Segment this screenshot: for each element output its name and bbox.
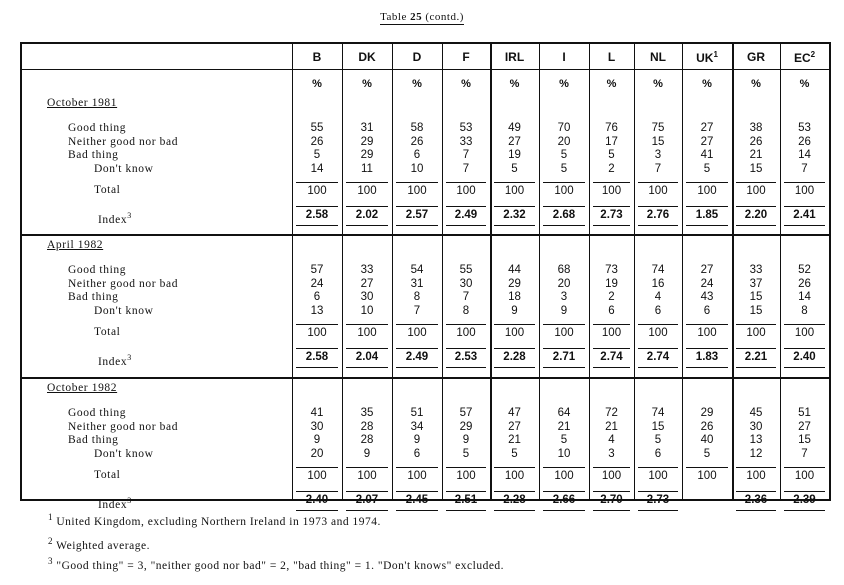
data-cell: 26 (310, 135, 324, 148)
index-cell: 1.83 (686, 348, 728, 368)
data-cell: 27 (700, 122, 714, 134)
total-cell: 100 (543, 467, 585, 484)
data-cell: 21 (605, 420, 618, 433)
data-column (682, 407, 732, 461)
unit-label: % (702, 78, 712, 90)
total-label: Total (94, 326, 121, 338)
column-header-uk: $UK^1$ (696, 50, 718, 65)
data-cell: 30 (749, 420, 763, 433)
data-cell: 9 (313, 434, 321, 446)
data-column (442, 122, 490, 176)
data-column (490, 122, 539, 176)
total-cell: 100 (446, 182, 486, 199)
index-cell: 2.49 (396, 348, 438, 368)
data-cell: 5 (511, 162, 518, 175)
data-column (589, 122, 634, 176)
column-header-b: B (312, 50, 322, 64)
total-cell: 100 (296, 467, 338, 484)
data-column (539, 264, 589, 318)
unit-label: % (653, 78, 663, 90)
data-column (732, 264, 780, 318)
data-cell: 45 (749, 407, 763, 419)
data-cell: 6 (608, 304, 615, 317)
total-cell: 100 (736, 467, 776, 484)
data-cell: 43 (700, 291, 714, 303)
total-cell: 100 (296, 324, 338, 341)
data-column (392, 122, 442, 176)
data-cell: 10 (360, 304, 374, 317)
total-cell: 100 (736, 324, 776, 341)
index-cell: 2.41 (784, 206, 825, 226)
data-cell: 5 (703, 447, 711, 460)
footnote: $^3$ "Good thing" = 3, "neither good nor bad" = 2, "bad thing" = 1. "Don't knows" excluded. (48, 556, 505, 572)
data-cell: 51 (798, 407, 811, 419)
column-header-l: L (607, 50, 616, 64)
data-column (442, 407, 490, 461)
data-cell: 51 (410, 407, 424, 419)
data-cell: 3 (654, 149, 662, 161)
data-cell: 31 (360, 122, 374, 134)
data-cell: 26 (410, 135, 424, 148)
data-column (682, 264, 732, 318)
header-divider (22, 69, 829, 70)
data-cell: 8 (413, 291, 421, 303)
index-cell: 2.74 (638, 348, 678, 368)
data-cell: 6 (654, 304, 662, 317)
data-column (682, 122, 732, 176)
index-cell: 2.58 (296, 206, 338, 226)
index-cell: 2.58 (296, 348, 338, 368)
index-cell: 2.57 (396, 206, 438, 226)
section-heading: October 1982 (47, 382, 118, 394)
data-cell: 5 (608, 149, 615, 161)
footnote: $^1$ United Kingdom, excluding Northern Ireland in 1973 and 1974. (48, 512, 381, 528)
data-cell: 5 (654, 434, 662, 446)
data-cell: 73 (605, 264, 618, 276)
total-cell: 100 (494, 182, 535, 199)
column-header-gr: GR (747, 50, 765, 64)
total-cell: 100 (638, 182, 678, 199)
index-label: Index$^3$ (98, 211, 132, 226)
row-label: Don't know (94, 304, 154, 317)
data-column (732, 122, 780, 176)
total-cell: 100 (784, 324, 825, 341)
data-cell: 26 (749, 135, 763, 148)
row-label: Don't know (94, 447, 154, 460)
index-cell: 2.28 (494, 348, 535, 368)
data-cell: 27 (508, 420, 521, 433)
data-column (342, 122, 392, 176)
total-cell: 100 (686, 182, 728, 199)
section-divider (22, 234, 829, 236)
data-cell: 8 (462, 304, 470, 317)
data-cell: 12 (749, 447, 763, 460)
data-cell: 6 (703, 304, 711, 317)
data-cell: 34 (410, 420, 424, 433)
data-cell: 76 (605, 122, 618, 134)
index-cell: 2.32 (494, 206, 535, 226)
total-cell: 100 (736, 182, 776, 199)
data-cell: 2 (608, 291, 615, 303)
data-cell: 31 (410, 277, 424, 290)
column-header-d: D (412, 50, 422, 64)
data-cell: 10 (557, 447, 571, 460)
data-cell: 15 (651, 135, 665, 148)
data-cell: 7 (654, 162, 662, 175)
index-cell: 2.71 (543, 348, 585, 368)
data-cell: 44 (508, 264, 521, 276)
index-cell: 2.76 (638, 206, 678, 226)
data-cell: 41 (310, 407, 324, 419)
index-cell: 2.73 (593, 206, 630, 226)
data-column (292, 264, 342, 318)
index-cell: 2.45 (396, 491, 438, 511)
data-cell: 28 (360, 420, 374, 433)
index-cell: 2.74 (593, 348, 630, 368)
data-column (589, 264, 634, 318)
data-cell: 10 (410, 162, 424, 175)
data-cell: 9 (363, 447, 371, 460)
data-cell: 14 (798, 291, 811, 303)
index-cell: 2.40 (784, 348, 825, 368)
index-cell: 2.66 (543, 491, 585, 511)
data-cell: 7 (462, 149, 470, 161)
data-cell: 30 (360, 291, 374, 303)
total-cell: 100 (593, 324, 630, 341)
data-cell: 74 (651, 264, 665, 276)
index-cell: 2.53 (446, 348, 486, 368)
column-header-irl: IRL (504, 50, 525, 64)
total-cell: 100 (396, 467, 438, 484)
data-cell: 37 (749, 277, 763, 290)
section-divider (22, 377, 829, 379)
data-cell: 6 (413, 149, 421, 161)
table-title: Table 25 (contd.) (380, 11, 464, 23)
index-cell: 2.70 (593, 491, 630, 511)
total-cell: 100 (686, 324, 728, 341)
data-cell: 11 (361, 162, 373, 175)
data-table (20, 42, 831, 511)
data-cell: 14 (798, 149, 811, 161)
index-label: Index$^3$ (98, 496, 132, 511)
data-cell: 7 (462, 291, 470, 303)
data-cell: 72 (605, 407, 618, 419)
data-cell: 4 (654, 291, 662, 303)
data-cell: 26 (798, 135, 811, 148)
data-column (539, 407, 589, 461)
footnote: $^2$ Weighted average. (48, 536, 150, 552)
data-cell: 64 (557, 407, 571, 419)
data-cell: 29 (459, 420, 473, 433)
data-cell: 19 (605, 277, 618, 290)
total-cell: 100 (446, 467, 486, 484)
data-cell: 27 (360, 277, 374, 290)
row-label: Bad thing (68, 149, 119, 161)
data-column (539, 122, 589, 176)
row-label: Neither good nor bad (68, 135, 179, 148)
total-cell: 100 (686, 467, 728, 484)
data-cell: 4 (608, 434, 615, 446)
data-cell: 41 (700, 149, 714, 161)
data-cell: 6 (413, 447, 421, 460)
data-cell: 20 (557, 135, 571, 148)
data-cell: 27 (798, 420, 811, 433)
data-cell: 75 (651, 122, 665, 134)
data-cell: 14 (310, 162, 324, 175)
data-cell: 9 (560, 304, 568, 317)
index-cell: 2.39 (784, 491, 825, 511)
data-cell: 3 (560, 291, 568, 303)
row-label: Bad thing (68, 434, 119, 446)
total-cell: 100 (593, 182, 630, 199)
data-cell: 18 (508, 291, 521, 303)
unit-label: % (461, 78, 471, 90)
data-cell: 29 (700, 407, 714, 419)
data-cell: 21 (508, 434, 521, 446)
data-column (392, 407, 442, 461)
total-cell: 100 (296, 182, 338, 199)
data-cell: 17 (605, 135, 618, 148)
unit-label: % (362, 78, 372, 90)
data-cell: 9 (413, 434, 421, 446)
total-cell: 100 (638, 467, 678, 484)
data-cell: 24 (700, 277, 714, 290)
data-cell: 54 (410, 264, 424, 276)
total-cell: 100 (784, 467, 825, 484)
data-cell: 7 (413, 304, 421, 317)
data-cell: 19 (508, 149, 521, 161)
data-cell: 38 (749, 122, 763, 134)
unit-label: % (312, 78, 322, 90)
unit-label: % (412, 78, 422, 90)
data-column (490, 407, 539, 461)
total-label: Total (94, 184, 121, 196)
unit-label: % (606, 78, 617, 90)
data-cell: 70 (557, 122, 571, 134)
data-cell: 49 (508, 122, 521, 134)
data-column (589, 407, 634, 461)
data-cell: 6 (654, 447, 662, 460)
index-cell: 2.51 (446, 491, 486, 511)
data-column (342, 264, 392, 318)
data-cell: 5 (560, 162, 568, 175)
index-cell: 2.49 (446, 206, 486, 226)
total-cell: 100 (446, 324, 486, 341)
total-cell: 100 (543, 182, 585, 199)
data-cell: 33 (749, 264, 763, 276)
index-cell: 2.07 (346, 491, 388, 511)
row-label: Bad thing (68, 291, 119, 303)
data-cell: 74 (651, 407, 665, 419)
data-cell: 20 (557, 277, 571, 290)
data-cell: 52 (798, 264, 811, 276)
data-column (780, 122, 829, 176)
data-cell: 9 (511, 304, 518, 317)
data-column (292, 407, 342, 461)
row-label: Good thing (68, 264, 127, 276)
data-column (392, 264, 442, 318)
data-column (442, 264, 490, 318)
data-column (780, 407, 829, 461)
data-cell: 27 (508, 135, 521, 148)
data-column (634, 264, 682, 318)
data-column (732, 407, 780, 461)
data-cell: 2 (608, 162, 615, 175)
row-label: Neither good nor bad (68, 420, 179, 433)
index-cell: 2.40 (296, 491, 338, 511)
data-cell: 7 (801, 162, 808, 175)
index-cell: 2.68 (543, 206, 585, 226)
data-column (490, 264, 539, 318)
data-cell: 5 (313, 149, 321, 161)
data-cell: 26 (700, 420, 714, 433)
index-cell: 2.21 (736, 348, 776, 368)
data-cell: 30 (310, 420, 324, 433)
section-heading: April 1982 (47, 239, 104, 251)
data-cell: 58 (410, 122, 424, 134)
column-header-nl: NL (650, 50, 666, 64)
column-header-i: I (562, 50, 566, 64)
data-cell: 27 (700, 135, 714, 148)
total-label: Total (94, 469, 121, 481)
data-cell: 5 (703, 162, 711, 175)
section-heading: October 1981 (47, 97, 118, 109)
index-cell: 2.02 (346, 206, 388, 226)
data-cell: 3 (608, 447, 615, 460)
column-header-dk: DK (358, 50, 376, 64)
data-cell: 5 (462, 447, 470, 460)
data-cell: 47 (508, 407, 521, 419)
total-cell: 100 (494, 324, 535, 341)
index-cell: 1.85 (686, 206, 728, 226)
data-cell: 29 (360, 135, 374, 148)
data-column (342, 407, 392, 461)
total-cell: 100 (396, 324, 438, 341)
total-cell: 100 (396, 182, 438, 199)
data-cell: 33 (360, 264, 374, 276)
data-cell: 8 (801, 304, 808, 317)
total-cell: 100 (346, 467, 388, 484)
index-label: Index$^3$ (98, 353, 132, 368)
data-column (634, 407, 682, 461)
data-cell: 68 (557, 264, 571, 276)
data-cell: 13 (310, 304, 324, 317)
index-cell: 2.04 (346, 348, 388, 368)
data-cell: 30 (459, 277, 473, 290)
unit-label: % (751, 78, 761, 90)
data-cell: 55 (459, 264, 473, 276)
column-header-f: F (462, 50, 470, 64)
row-label: Neither good nor bad (68, 277, 179, 290)
total-cell: 100 (593, 467, 630, 484)
data-cell: 21 (749, 149, 763, 161)
total-cell: 100 (543, 324, 585, 341)
data-cell: 5 (560, 434, 568, 446)
data-cell: 6 (313, 291, 321, 303)
index-cell: 2.73 (638, 491, 678, 511)
data-cell: 5 (560, 149, 568, 161)
index-cell: 2.20 (736, 206, 776, 226)
data-cell: 57 (310, 264, 324, 276)
column-header-ec: $EC^2$ (793, 50, 816, 65)
unit-label: % (799, 78, 810, 90)
unit-label: % (509, 78, 520, 90)
data-cell: 27 (700, 264, 714, 276)
total-cell: 100 (346, 182, 388, 199)
index-cell: 2.28 (494, 491, 535, 511)
data-cell: 7 (462, 162, 470, 175)
unit-label: % (559, 78, 569, 90)
row-label: Good thing (68, 407, 127, 419)
data-cell: 15 (651, 420, 665, 433)
total-cell: 100 (346, 324, 388, 341)
row-label: Don't know (94, 162, 154, 175)
data-cell: 53 (459, 122, 473, 134)
data-column (634, 122, 682, 176)
data-column (292, 122, 342, 176)
data-cell: 55 (310, 122, 324, 134)
data-cell: 28 (360, 434, 374, 446)
data-cell: 29 (508, 277, 521, 290)
data-cell: 29 (360, 149, 374, 161)
data-cell: 15 (749, 291, 763, 303)
data-cell: 5 (511, 447, 518, 460)
data-cell: 7 (801, 447, 808, 460)
data-cell: 9 (462, 434, 470, 446)
row-label: Good thing (68, 122, 127, 134)
total-cell: 100 (784, 182, 825, 199)
data-cell: 20 (310, 447, 324, 460)
data-cell: 57 (459, 407, 473, 419)
data-column (780, 264, 829, 318)
data-cell: 13 (749, 434, 763, 446)
data-cell: 15 (749, 162, 763, 175)
data-cell: 24 (310, 277, 324, 290)
data-cell: 40 (700, 434, 714, 446)
data-cell: 15 (798, 434, 811, 446)
total-cell: 100 (638, 324, 678, 341)
data-cell: 35 (360, 407, 374, 419)
data-cell: 15 (749, 304, 763, 317)
data-cell: 16 (651, 277, 665, 290)
data-cell: 26 (798, 277, 811, 290)
total-cell: 100 (494, 467, 535, 484)
index-cell: 2.36 (736, 491, 776, 511)
data-cell: 53 (798, 122, 811, 134)
data-cell: 33 (459, 135, 473, 148)
data-cell: 21 (557, 420, 571, 433)
